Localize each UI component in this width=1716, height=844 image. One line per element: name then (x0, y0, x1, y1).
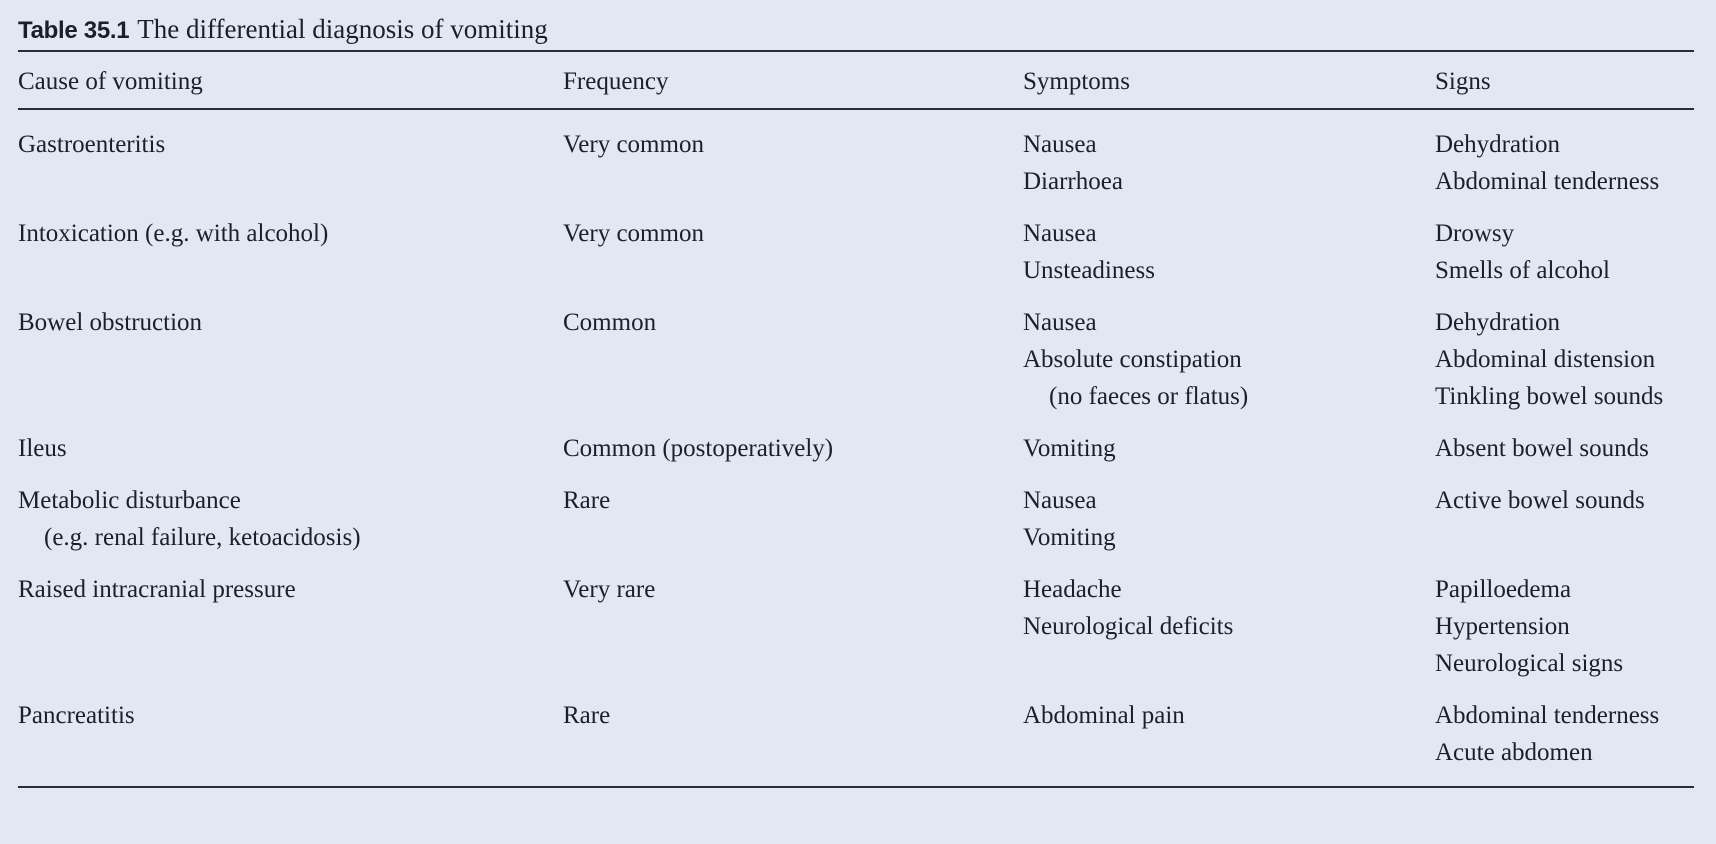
frequency-text: Very common (563, 220, 704, 247)
frequency-text: Common (563, 309, 657, 336)
header-symptoms: Symptoms (1023, 67, 1130, 95)
signs-line: Tinkling bowel sounds (1435, 383, 1664, 410)
header-signs: Signs (1435, 67, 1491, 95)
cause-cell (18, 126, 563, 200)
symptoms-cell (1023, 697, 1435, 771)
frequency-cell (563, 697, 1023, 771)
symptoms-line: Vomiting (1023, 524, 1116, 551)
table-body (18, 110, 1694, 786)
table-title: The differential diagnosis of vomiting (137, 14, 548, 44)
frequency-cell (563, 304, 1023, 415)
symptoms-line: Nausea (1023, 220, 1097, 247)
cause-cell (18, 482, 563, 556)
signs-line: Acute abdomen (1435, 739, 1593, 766)
symptoms-line: (no faeces or flatus) (1049, 383, 1249, 410)
frequency-cell (563, 482, 1023, 556)
symptoms-line: Neurological deficits (1023, 613, 1234, 640)
cause-cell (18, 215, 563, 289)
symptoms-line: Nausea (1023, 131, 1097, 158)
cause-line: Intoxication (e.g. with alcohol) (18, 220, 329, 247)
signs-line: Abdominal tenderness (1435, 702, 1660, 729)
header-frequency: Frequency (563, 67, 669, 95)
signs-cell (1435, 304, 1694, 415)
table-row (18, 565, 1694, 691)
signs-line: Dehydration (1435, 309, 1560, 336)
signs-line: Active bowel sounds (1435, 487, 1645, 514)
signs-cell (1435, 126, 1694, 200)
symptoms-cell (1023, 482, 1435, 556)
signs-cell (1435, 215, 1694, 289)
frequency-text: Rare (563, 702, 611, 729)
signs-cell (1435, 430, 1694, 467)
cause-line: Gastroenteritis (18, 131, 166, 158)
signs-line: Abdominal distension (1435, 346, 1656, 373)
cause-cell (18, 571, 563, 682)
table-row (18, 298, 1694, 424)
bottom-rule (18, 786, 1694, 788)
signs-line: Absent bowel sounds (1435, 435, 1649, 462)
symptoms-line: Nausea (1023, 487, 1097, 514)
symptoms-cell (1023, 430, 1435, 467)
signs-line: Abdominal tenderness (1435, 168, 1660, 195)
symptoms-line: Headache (1023, 576, 1122, 603)
table-row (18, 691, 1694, 780)
signs-line: Smells of alcohol (1435, 257, 1610, 284)
cause-line: Pancreatitis (18, 702, 135, 729)
cause-cell (18, 697, 563, 771)
table-header-row (18, 52, 1694, 108)
signs-line: Neurological signs (1435, 650, 1624, 677)
cause-line: Bowel obstruction (18, 309, 203, 336)
frequency-text: Rare (563, 487, 611, 514)
table-row (18, 476, 1694, 565)
symptoms-cell (1023, 571, 1435, 682)
frequency-cell (563, 430, 1023, 467)
symptoms-line: Nausea (1023, 309, 1097, 336)
table-caption (18, 12, 1694, 50)
symptoms-line: Unsteadiness (1023, 257, 1155, 284)
table-row (18, 116, 1694, 209)
symptoms-cell (1023, 126, 1435, 200)
cause-cell (18, 430, 563, 467)
cause-cell (18, 304, 563, 415)
table-row (18, 209, 1694, 298)
table-row (18, 424, 1694, 476)
symptoms-cell (1023, 215, 1435, 289)
frequency-cell (563, 571, 1023, 682)
signs-line: Dehydration (1435, 131, 1560, 158)
signs-line: Hypertension (1435, 613, 1570, 640)
symptoms-cell (1023, 304, 1435, 415)
table-number: Table 35.1 (18, 17, 130, 44)
cause-line: Raised intracranial pressure (18, 576, 296, 603)
signs-cell (1435, 482, 1694, 556)
frequency-text: Very common (563, 131, 704, 158)
signs-cell (1435, 571, 1694, 682)
frequency-text: Very rare (563, 576, 656, 603)
cause-line: Metabolic disturbance (18, 487, 241, 514)
symptoms-line: Abdominal pain (1023, 702, 1185, 729)
header-cause: Cause of vomiting (18, 67, 203, 95)
signs-line: Papilloedema (1435, 576, 1572, 603)
differential-diagnosis-table (18, 12, 1694, 788)
frequency-cell (563, 126, 1023, 200)
frequency-text: Common (postoperatively) (563, 435, 834, 462)
symptoms-line: Diarrhoea (1023, 168, 1123, 195)
symptoms-line: Vomiting (1023, 435, 1116, 462)
cause-line: (e.g. renal failure, ketoacidosis) (44, 524, 361, 551)
cause-line: Ileus (18, 435, 67, 462)
symptoms-line: Absolute constipation (1023, 346, 1242, 373)
signs-cell (1435, 697, 1694, 771)
frequency-cell (563, 215, 1023, 289)
signs-line: Drowsy (1435, 220, 1515, 247)
